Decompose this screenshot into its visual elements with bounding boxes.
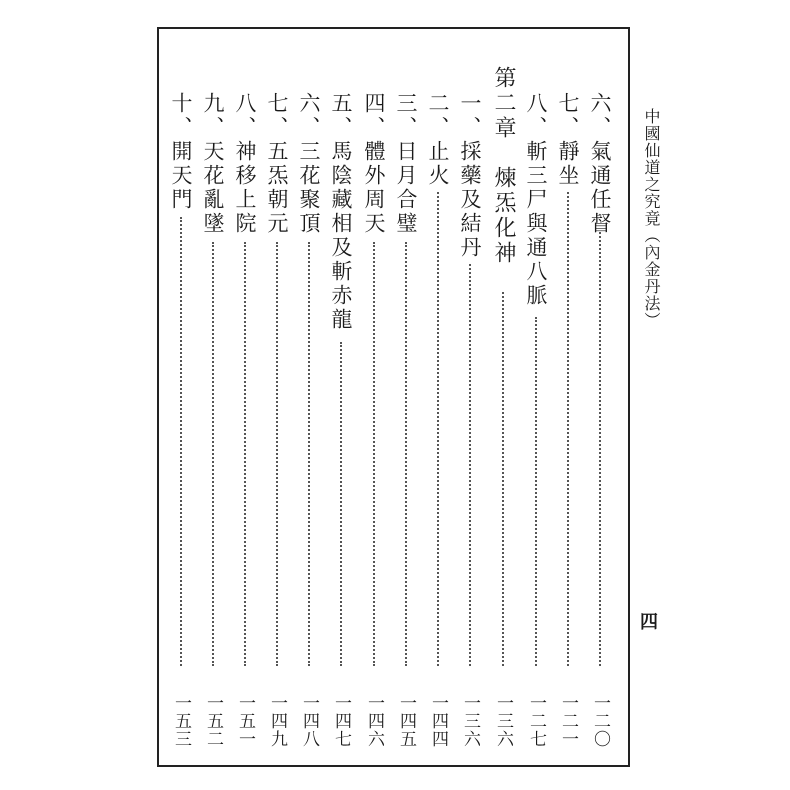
toc-entry-page: 一五三 [171, 694, 191, 748]
toc-entry[interactable] [232, 92, 258, 748]
toc-entry[interactable] [425, 92, 451, 748]
leader-dots [469, 264, 471, 666]
toc-entry[interactable] [296, 92, 322, 748]
running-head: 中國仙道之究竟（內金丹法） [642, 108, 661, 329]
toc-entry-title: 第二章 煉炁化神 [491, 66, 516, 266]
toc-entry[interactable] [264, 92, 290, 748]
toc-entry-title: 四、體外周天 [362, 92, 386, 236]
toc-entry[interactable] [168, 92, 194, 748]
toc-entry[interactable] [393, 92, 419, 748]
toc-entry-page: 一四七 [331, 694, 351, 748]
toc-entry-page: 一二〇 [590, 694, 610, 748]
leader-dots [437, 192, 439, 666]
toc-entry-title: 一、採藥及結丹 [458, 92, 482, 260]
toc-entry-title: 三、日月合璧 [394, 92, 418, 236]
toc-entry-page: 一四八 [299, 694, 319, 748]
toc-entry[interactable] [457, 92, 483, 748]
toc-entry-page: 一三六 [493, 694, 513, 748]
toc-entry[interactable] [328, 92, 354, 748]
toc-entry-page: 一二一 [558, 694, 578, 748]
leader-dots [373, 242, 375, 666]
leader-dots [308, 242, 310, 666]
toc-entry-title: 九、天花亂墜 [201, 92, 225, 236]
toc-entry[interactable] [523, 92, 549, 748]
toc-entry-page: 一四六 [364, 694, 384, 748]
leader-dots [212, 242, 214, 666]
leader-dots [502, 292, 504, 666]
toc-entry-page: 一五二 [203, 694, 223, 748]
toc-entry-page: 一四四 [428, 694, 448, 748]
leader-dots [276, 242, 278, 666]
toc-entry-page: 一五一 [235, 694, 255, 748]
toc-entry-page: 一四九 [267, 694, 287, 748]
leader-dots [599, 232, 601, 666]
leader-dots [567, 192, 569, 666]
leader-dots [405, 242, 407, 666]
toc-entry-title: 八、斬三尸與通八脈 [524, 92, 548, 308]
toc-entry-page: 一三六 [460, 694, 480, 748]
toc-chapter-heading[interactable] [490, 66, 516, 748]
leader-dots [180, 217, 182, 666]
toc-entry[interactable] [555, 92, 581, 748]
leader-dots [340, 342, 342, 666]
toc-entry-page: 一四五 [396, 694, 416, 748]
leader-dots [244, 242, 246, 666]
toc-entry-title: 七、五炁朝元 [265, 92, 289, 236]
toc-entry-title: 六、三花聚頂 [297, 92, 321, 236]
toc-entry-page: 一二七 [526, 694, 546, 748]
toc-entry-title: 八、神移上院 [233, 92, 257, 236]
page-number: 四 [640, 612, 658, 633]
toc-entry-title: 二、止火 [426, 92, 450, 188]
toc-entry[interactable] [587, 92, 613, 748]
toc-entry-title: 五、馬陰藏相及斬赤龍 [329, 92, 353, 332]
toc-entry-title: 七、靜坐 [556, 92, 580, 188]
leader-dots [535, 317, 537, 666]
toc-entry[interactable] [361, 92, 387, 748]
toc-entry-title: 六、氣通任督 [588, 92, 612, 236]
toc-entry[interactable] [200, 92, 226, 748]
toc-entry-title: 十、開天門 [169, 92, 193, 212]
